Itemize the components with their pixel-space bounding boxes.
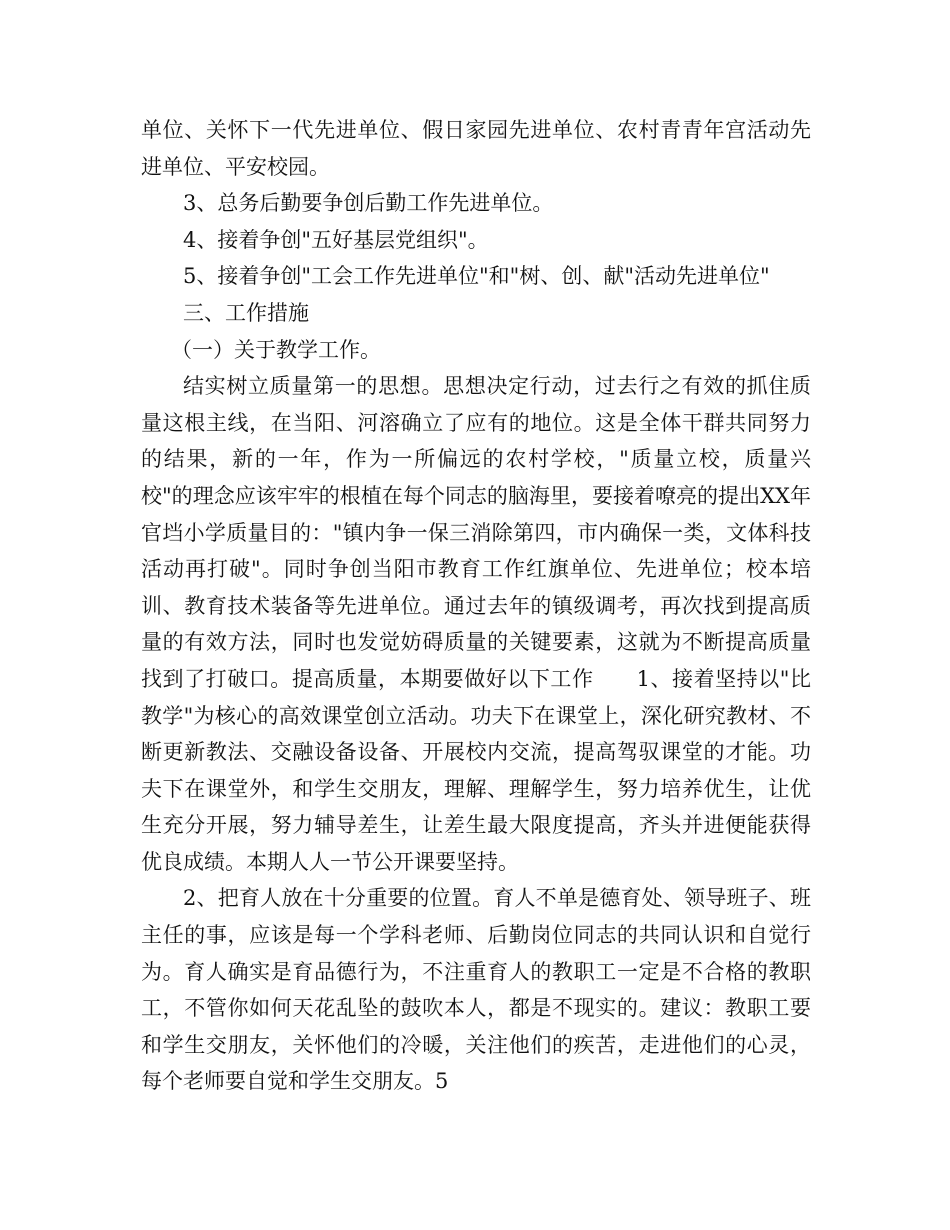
paragraph-teaching-quality: 结实树立质量第一的思想。思想决定行动，过去行之有效的抓住质量这根主线，在当阳、河溶确立了应有的地位。这是全体干群共同努力的结果，新的一年，作为一所偏远的农村学校，"质量立校，质量兴校"的理念应该牢牢的根植在每个同志的脑海里，要接着嘹亮的提出XX年官垱小学质量目的："镇内争一保三消除第四，市内确保一类，文体科技活动再打破"。同时争创当阳市教育工作红旗单位、先进单位；校本培训、教育技术装备等先进单位。通过去年的镇级调考，再次找到提高质量的有效方法，同时也发觉妨碍质量的关键要素，这就为不断提高质量找到了打破口。提高质量，本期要做好以下工作 1、接着坚持以"比教学"为核心的高效课堂创立活动。功夫下在课堂上，深化研究教材、不断更新教法、交融设备设备、开展校内交流，提高驾驭课堂的才能。功夫下在课堂外，和学生交朋友，理解、理解学生，努力培养优生，让优生充分开展，努力辅导差生，让差生最大限度提高，齐头并进便能获得优良成绩。本期人人一节公开课要坚持。 xyxy=(141,374,811,874)
subsection-heading: （一）关于教学工作。 xyxy=(171,337,381,362)
paragraph-item-4: 4、接着争创"五好基层党组织"。 xyxy=(183,227,489,252)
paragraph-education-priority: 2、把育人放在十分重要的位置。育人不单是德育处、领导班子、班主任的事，应该是每一个学科老师、后勤岗位同志的共同认识和自觉行为。育人确实是育品德行为，不注重育人的教职工一定是不合格的教职工，不管你如何天花乱坠的鼓吹本人，都是不现实的。建议：教职工要和学生交朋友，关怀他们的冷暖，关注他们的疾苦，走进他们的心灵，每个老师要自觉和学生交朋友。5 xyxy=(141,886,811,1094)
section-heading: 三、工作措施 xyxy=(183,300,309,325)
paragraph-item-5: 5、接着争创"工会工作先进单位"和"树、创、献"活动先进单位" xyxy=(183,264,770,289)
document-body xyxy=(141,112,811,1100)
paragraph-continuation: 单位、关怀下一代先进单位、假日家园先进单位、农村青青年宫活动先进单位、平安校园。 xyxy=(141,118,811,179)
paragraph-item-3: 3、总务后勤要争创后勤工作先进单位。 xyxy=(183,191,554,216)
